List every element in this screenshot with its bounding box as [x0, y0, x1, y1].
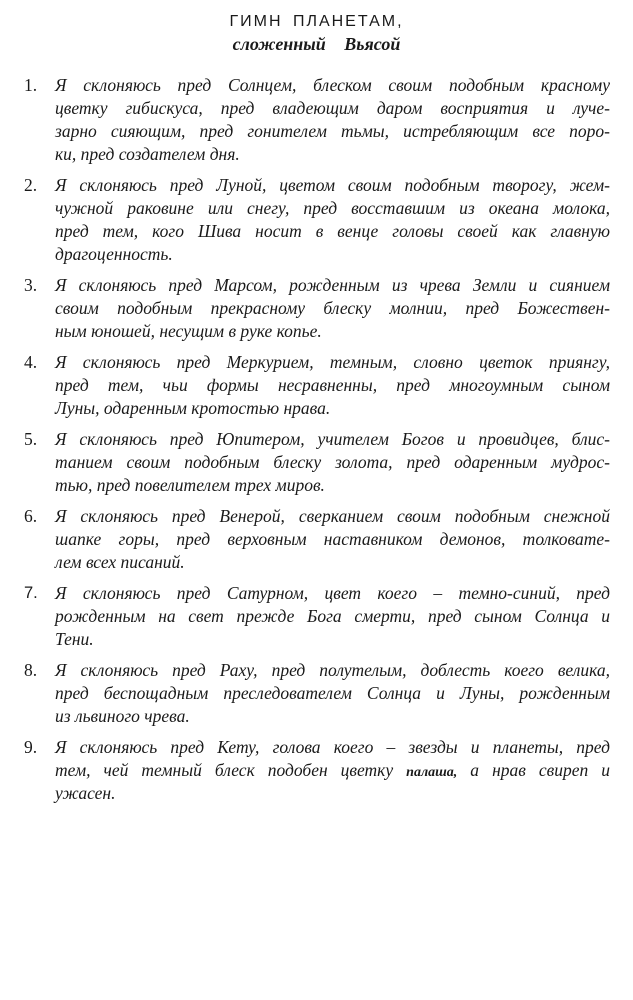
verse-line: своим подобным прекрасному блеску молнии, пред Божествен-	[55, 298, 610, 318]
verse-line: драгоценность.	[55, 244, 173, 264]
verse-3	[0, 274, 633, 343]
verse-6	[0, 505, 633, 574]
verse-number: 8.	[24, 660, 38, 680]
verse-4	[0, 351, 633, 420]
verse-line: из львиного чрева.	[55, 706, 190, 726]
verse-number: 4.	[24, 352, 38, 372]
verse-number: 5.	[24, 429, 38, 449]
palasha-term: палаша,	[406, 765, 458, 780]
verse-line: Я склоняюсь пред Раху, пред полутелым, доблесть коего велика,	[55, 660, 610, 680]
verse-line: пред тем, чьи формы несравненны, пред многоумным сыном	[55, 375, 610, 395]
verse-line: тью, пред повелителем трех миров.	[55, 475, 325, 495]
verse-line: Я склоняюсь пред Сатурном, цвет коего – темно-синий, пред	[55, 583, 610, 603]
verse-9	[0, 736, 633, 805]
verse-5	[0, 428, 633, 497]
hymn-subtitle: сложенный Вьясой	[232, 34, 401, 54]
verse-number: 3.	[24, 275, 38, 295]
verse-line-text: а нрав свиреп и	[457, 760, 610, 780]
verse-line-text: тем, чей темный блеск подобен цветку	[55, 760, 407, 780]
verse-line: Луны, одаренным кротостью нрава.	[55, 398, 331, 418]
verse-line: Я склоняюсь пред Юпитером, учителем Богов и провидцев, блис-	[55, 429, 610, 449]
verse-number: 2.	[24, 175, 38, 195]
verse-line: Я склоняюсь пред Кету, голова коего – звезды и планеты, пред	[55, 737, 610, 757]
verse-line: Я склоняюсь пред Солнцем, блеском своим подобным красному	[55, 75, 610, 95]
verse-number: 6.	[24, 506, 38, 526]
verse-line: лем всех писаний.	[55, 552, 185, 572]
verse-line	[55, 759, 610, 782]
verse-line: пред тем, кого Шива носит в венце головы своей как главную	[55, 221, 610, 241]
verse-7	[0, 582, 633, 651]
verse-line: Я склоняюсь пред Марсом, рожденным из чрева Земли и сиянием	[55, 275, 610, 295]
verse-line: рожденным на свет прежде Бога смерти, пред сыном Солнца и	[55, 606, 610, 626]
verse-line: цветку гибискуса, пред владеющим даром восприятия и луче-	[55, 98, 610, 118]
verse-list	[0, 74, 633, 813]
verse-number: 9.	[24, 737, 38, 757]
verse-line: Я склоняюсь пред Меркурием, темным, словно цветок приянгу,	[55, 352, 610, 372]
verse-line: Тени.	[55, 629, 94, 649]
verse-2	[0, 174, 633, 266]
verse-line: чужной раковине или снегу, пред восставшим из океана молока,	[55, 198, 610, 218]
verse-line: ным юношей, несущим в руке копье.	[55, 321, 322, 341]
hymn-title: ГИМН ПЛАНЕТАМ,	[229, 13, 404, 30]
verse-number: 1.	[24, 75, 38, 95]
verse-line: шапке горы, пред верховным наставником демонов, толковате-	[55, 529, 610, 549]
verse-line: ужасен.	[55, 783, 116, 803]
verse-1	[0, 74, 633, 166]
verse-line: зарно сияющим, пред гонителем тьмы, истребляющим все поро-	[55, 121, 610, 141]
verse-8	[0, 659, 633, 728]
verse-number: 7.	[24, 584, 38, 602]
verse-line: Я склоняюсь пред Луной, цветом своим подобным творогу, жем-	[55, 175, 610, 195]
verse-line: Я склоняюсь пред Венерой, сверканием своим подобным снежной	[55, 506, 610, 526]
verse-line: пред беспощадным преследователем Солнца и Луны, рожденным	[55, 683, 610, 703]
verse-line: танием своим подобным блеску золота, пред одаренным мудрос-	[55, 452, 610, 472]
verse-line: ки, пред создателем дня.	[55, 144, 240, 164]
